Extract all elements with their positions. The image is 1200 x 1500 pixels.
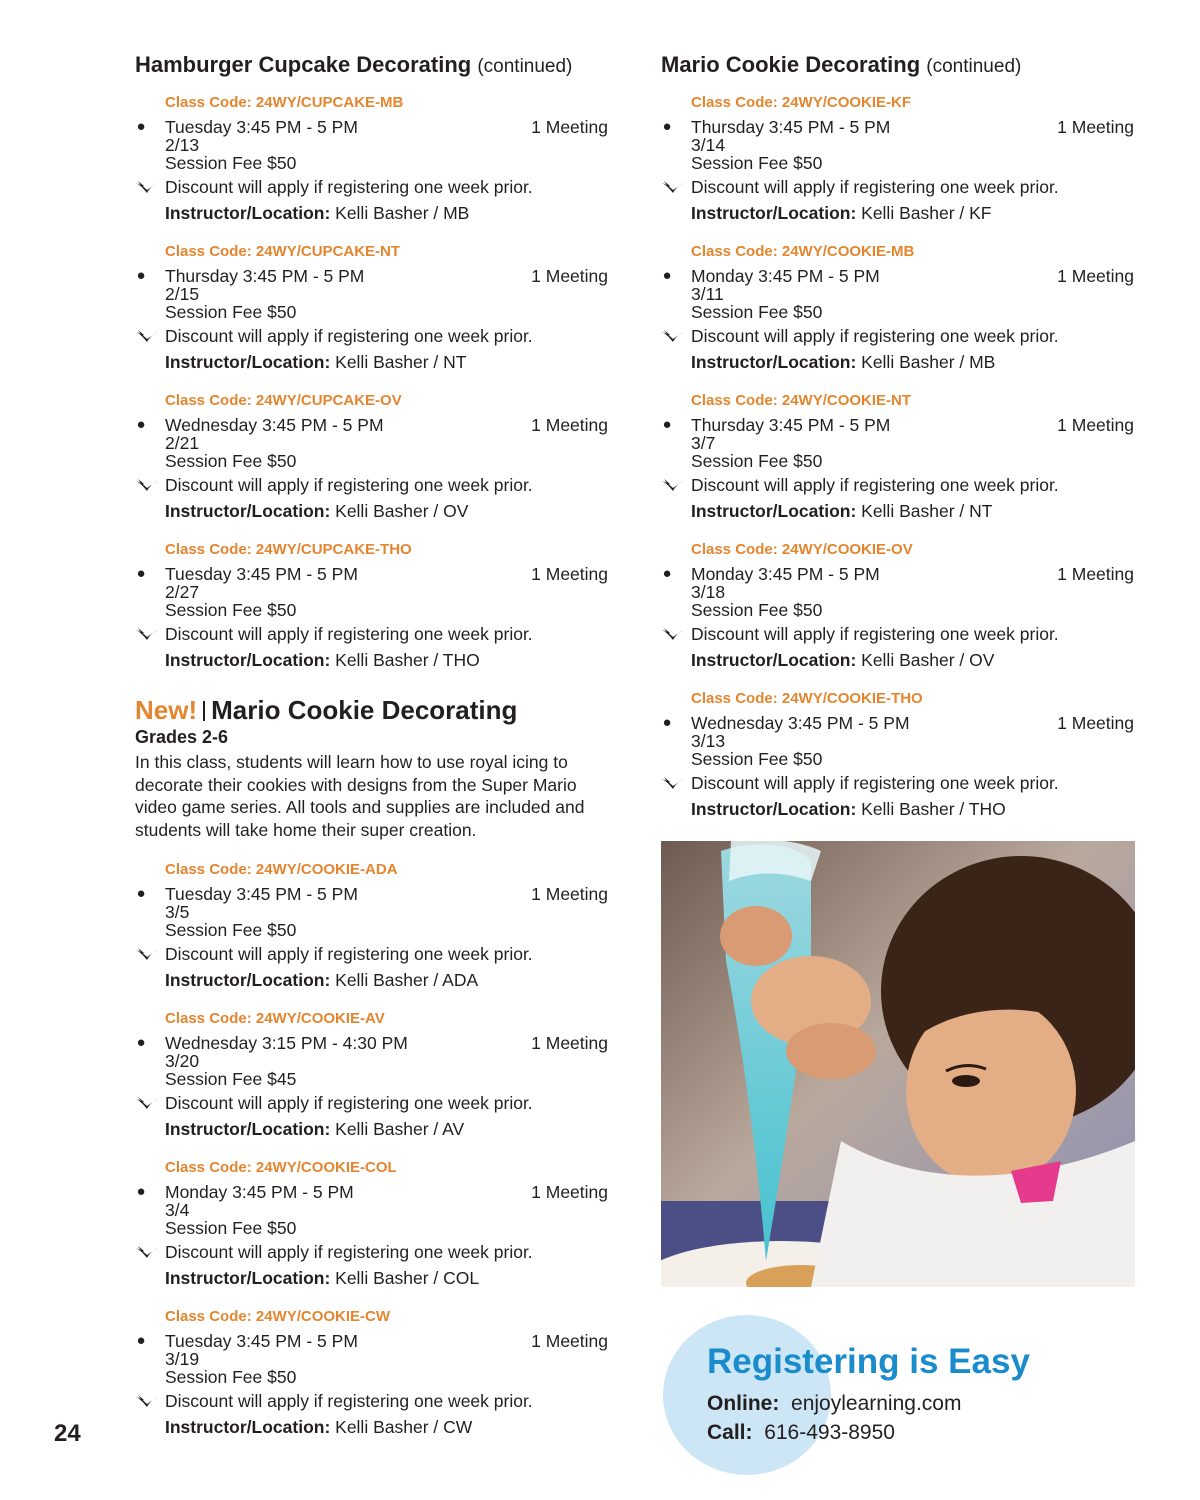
bullet-icon: ● — [136, 565, 146, 582]
discount-text: Discount will apply if registering one week prior. — [165, 1391, 533, 1411]
session-date: 3/7 — [691, 433, 716, 453]
heading-divider — [203, 701, 205, 721]
course-grades: Grades 2-6 — [135, 727, 229, 747]
registration-call — [707, 1421, 895, 1445]
meeting-count: 1 Meeting — [531, 1182, 608, 1202]
class-session — [135, 243, 615, 371]
class-code: Class Code: 24WY/COOKIE-THO — [691, 690, 923, 707]
class-code: Class Code: 24WY/CUPCAKE-THO — [165, 541, 412, 558]
new-tag: New! — [135, 695, 198, 725]
class-code: Class Code: 24WY/COOKIE-MB — [691, 243, 915, 260]
session-list — [661, 94, 1141, 818]
session-time: Tuesday 3:45 PM - 5 PM — [165, 884, 358, 904]
discount-swoosh-icon — [135, 1097, 159, 1111]
meeting-count: 1 Meeting — [531, 1033, 608, 1053]
bullet-icon: ● — [662, 267, 672, 284]
bullet-icon: ● — [136, 118, 146, 135]
bullet-icon: ● — [662, 565, 672, 582]
class-code: Class Code: 24WY/COOKIE-ADA — [165, 861, 398, 878]
heading-continued: (continued) — [926, 56, 1022, 77]
session-date: 3/5 — [165, 902, 190, 922]
session-list — [135, 861, 615, 1436]
session-time-row — [136, 1033, 615, 1053]
session-time: Wednesday 3:45 PM - 5 PM — [691, 713, 910, 733]
discount-text: Discount will apply if registering one week prior. — [165, 624, 533, 644]
session-time: Wednesday 3:45 PM - 5 PM — [165, 415, 384, 435]
session-fee: Session Fee $50 — [165, 153, 297, 173]
online-link[interactable]: enjoylearning.com — [791, 1392, 962, 1415]
section-heading — [661, 52, 1141, 78]
bullet-icon: ● — [662, 714, 672, 731]
session-date: 3/19 — [165, 1349, 200, 1369]
instructor-label: Instructor/Location: — [165, 650, 331, 670]
discount-swoosh-icon — [661, 181, 685, 195]
instructor-label: Instructor/Location: — [165, 203, 331, 223]
session-date: 3/20 — [165, 1051, 200, 1071]
instructor-value: Kelli Basher / COL — [330, 1268, 480, 1288]
instructor-value: Kelli Basher / MB — [856, 352, 996, 372]
instructor-value: Kelli Basher / KF — [856, 203, 992, 223]
class-code: Class Code: 24WY/COOKIE-AV — [165, 1010, 385, 1027]
session-time-row — [662, 415, 1141, 435]
registration-title: Registering is Easy — [707, 1342, 1030, 1381]
instructor-value: Kelli Basher / CW — [330, 1417, 473, 1437]
session-time: Thursday 3:45 PM - 5 PM — [165, 266, 365, 286]
instructor-label: Instructor/Location: — [165, 1268, 331, 1288]
session-time-row — [136, 1182, 615, 1202]
discount-text: Discount will apply if registering one week prior. — [691, 177, 1059, 197]
discount-swoosh-icon — [135, 1246, 159, 1260]
instructor-row — [165, 1418, 615, 1436]
class-code: Class Code: 24WY/CUPCAKE-OV — [165, 392, 402, 409]
photo-illustration — [661, 841, 1135, 1287]
class-code: Class Code: 24WY/COOKIE-COL — [165, 1159, 397, 1176]
session-time: Monday 3:45 PM - 5 PM — [691, 564, 880, 584]
session-fee: Session Fee $50 — [165, 451, 297, 471]
new-course-heading — [135, 695, 615, 725]
instructor-label: Instructor/Location: — [165, 501, 331, 521]
meeting-count: 1 Meeting — [531, 415, 608, 435]
discount-row — [165, 476, 615, 494]
class-session — [661, 392, 1141, 520]
discount-row — [691, 327, 1141, 345]
session-time: Wednesday 3:15 PM - 4:30 PM — [165, 1033, 408, 1053]
session-date: 3/14 — [691, 135, 726, 155]
bullet-icon: ● — [136, 885, 146, 902]
instructor-row — [691, 353, 1141, 371]
session-fee: Session Fee $50 — [691, 451, 823, 471]
instructor-label: Instructor/Location: — [165, 1119, 331, 1139]
class-session — [135, 541, 615, 669]
discount-text: Discount will apply if registering one week prior. — [165, 944, 533, 964]
instructor-row — [165, 651, 615, 669]
heading-continued: (continued) — [477, 56, 573, 77]
session-date: 2/15 — [165, 284, 200, 304]
session-fee: Session Fee $50 — [691, 153, 823, 173]
class-session — [135, 1010, 615, 1138]
class-code: Class Code: 24WY/COOKIE-CW — [165, 1308, 391, 1325]
class-session — [135, 94, 615, 222]
discount-row — [165, 1094, 615, 1112]
session-date: 3/13 — [691, 731, 726, 751]
instructor-value: Kelli Basher / NT — [330, 352, 467, 372]
class-code: Class Code: 24WY/COOKIE-OV — [691, 541, 913, 558]
discount-swoosh-icon — [135, 628, 159, 642]
discount-row — [691, 178, 1141, 196]
heading-title: Hamburger Cupcake Decorating — [135, 52, 472, 77]
session-date: 3/4 — [165, 1200, 190, 1220]
page-number: 24 — [54, 1420, 81, 1447]
instructor-label: Instructor/Location: — [165, 970, 331, 990]
discount-swoosh-icon — [135, 948, 159, 962]
bullet-icon: ● — [136, 267, 146, 284]
class-session — [661, 243, 1141, 371]
discount-row — [165, 1243, 615, 1261]
class-session — [135, 392, 615, 520]
course-title: Mario Cookie Decorating — [211, 695, 518, 725]
section-heading — [135, 52, 615, 78]
discount-row — [165, 1392, 615, 1410]
discount-text: Discount will apply if registering one week prior. — [165, 326, 533, 346]
discount-row — [165, 945, 615, 963]
online-label: Online: — [707, 1392, 780, 1415]
discount-swoosh-icon — [661, 628, 685, 642]
discount-text: Discount will apply if registering one week prior. — [691, 624, 1059, 644]
discount-swoosh-icon — [135, 181, 159, 195]
meeting-count: 1 Meeting — [1057, 713, 1134, 733]
session-fee: Session Fee $50 — [691, 749, 823, 769]
instructor-row — [165, 204, 615, 222]
discount-text: Discount will apply if registering one week prior. — [691, 773, 1059, 793]
session-time-row — [136, 1331, 615, 1351]
discount-row — [691, 625, 1141, 643]
session-time: Thursday 3:45 PM - 5 PM — [691, 117, 891, 137]
instructor-value: Kelli Basher / AV — [330, 1119, 465, 1139]
phone-number[interactable]: 616-493-8950 — [764, 1421, 895, 1444]
discount-swoosh-icon — [135, 479, 159, 493]
bullet-icon: ● — [662, 118, 672, 135]
session-time: Tuesday 3:45 PM - 5 PM — [165, 1331, 358, 1351]
discount-swoosh-icon — [661, 777, 685, 791]
session-fee: Session Fee $50 — [165, 1218, 297, 1238]
meeting-count: 1 Meeting — [531, 884, 608, 904]
discount-swoosh-icon — [135, 1395, 159, 1409]
class-session — [661, 541, 1141, 669]
class-code: Class Code: 24WY/COOKIE-NT — [691, 392, 912, 409]
session-fee: Session Fee $50 — [691, 302, 823, 322]
session-list — [135, 94, 615, 669]
discount-text: Discount will apply if registering one week prior. — [165, 1093, 533, 1113]
discount-row — [165, 327, 615, 345]
class-session — [135, 1159, 615, 1287]
session-time: Tuesday 3:45 PM - 5 PM — [165, 117, 358, 137]
instructor-row — [691, 204, 1141, 222]
session-date: 3/18 — [691, 582, 726, 602]
session-fee: Session Fee $50 — [165, 600, 297, 620]
session-time-row — [662, 564, 1141, 584]
class-session — [661, 94, 1141, 222]
instructor-row — [165, 353, 615, 371]
meeting-count: 1 Meeting — [1057, 415, 1134, 435]
session-time-row — [136, 266, 615, 286]
session-time-row — [136, 564, 615, 584]
session-fee: Session Fee $45 — [165, 1069, 297, 1089]
session-date: 2/27 — [165, 582, 200, 602]
instructor-value: Kelli Basher / THO — [856, 799, 1006, 819]
bullet-icon: ● — [136, 1034, 146, 1051]
instructor-label: Instructor/Location: — [165, 1417, 331, 1437]
instructor-row — [165, 1120, 615, 1138]
meeting-count: 1 Meeting — [1057, 564, 1134, 584]
class-session — [661, 690, 1141, 818]
instructor-label: Instructor/Location: — [691, 203, 857, 223]
bullet-icon: ● — [136, 1183, 146, 1200]
instructor-row — [691, 800, 1141, 818]
instructor-value: Kelli Basher / OV — [330, 501, 469, 521]
instructor-row — [691, 502, 1141, 520]
bullet-icon: ● — [662, 416, 672, 433]
meeting-count: 1 Meeting — [1057, 117, 1134, 137]
instructor-label: Instructor/Location: — [691, 799, 857, 819]
session-date: 2/21 — [165, 433, 200, 453]
course-description: In this class, students will learn how to use royal icing to decorate their cookies with designs from the Super Mario video game series. All tools and supplies are included and students will take home their super creation. — [135, 752, 585, 840]
session-time-row — [136, 415, 615, 435]
instructor-value: Kelli Basher / NT — [856, 501, 993, 521]
discount-row — [165, 625, 615, 643]
class-code: Class Code: 24WY/CUPCAKE-NT — [165, 243, 401, 260]
class-session — [135, 1308, 615, 1436]
discount-swoosh-icon — [661, 330, 685, 344]
discount-swoosh-icon — [135, 330, 159, 344]
meeting-count: 1 Meeting — [1057, 266, 1134, 286]
class-code: Class Code: 24WY/CUPCAKE-MB — [165, 94, 404, 111]
discount-text: Discount will apply if registering one week prior. — [165, 475, 533, 495]
session-time: Monday 3:45 PM - 5 PM — [691, 266, 880, 286]
instructor-row — [165, 502, 615, 520]
session-fee: Session Fee $50 — [165, 1367, 297, 1387]
instructor-label: Instructor/Location: — [691, 650, 857, 670]
session-date: 2/13 — [165, 135, 200, 155]
session-time: Thursday 3:45 PM - 5 PM — [691, 415, 891, 435]
discount-text: Discount will apply if registering one week prior. — [691, 326, 1059, 346]
right-column — [661, 52, 1141, 839]
instructor-row — [691, 651, 1141, 669]
meeting-count: 1 Meeting — [531, 1331, 608, 1351]
discount-row — [165, 178, 615, 196]
session-time: Tuesday 3:45 PM - 5 PM — [165, 564, 358, 584]
instructor-label: Instructor/Location: — [691, 352, 857, 372]
session-time-row — [662, 713, 1141, 733]
session-fee: Session Fee $50 — [165, 302, 297, 322]
left-column — [135, 52, 615, 1457]
meeting-count: 1 Meeting — [531, 266, 608, 286]
class-code: Class Code: 24WY/COOKIE-KF — [691, 94, 912, 111]
session-fee: Session Fee $50 — [165, 920, 297, 940]
photo-girl-piping-icing-icon — [661, 841, 1135, 1287]
session-date: 3/11 — [691, 284, 724, 304]
instructor-row — [165, 1269, 615, 1287]
instructor-label: Instructor/Location: — [691, 501, 857, 521]
discount-text: Discount will apply if registering one week prior. — [165, 1242, 533, 1262]
call-label: Call: — [707, 1421, 753, 1444]
session-time-row — [662, 266, 1141, 286]
bullet-icon: ● — [136, 1332, 146, 1349]
instructor-row — [165, 971, 615, 989]
class-session — [135, 861, 615, 989]
discount-text: Discount will apply if registering one week prior. — [691, 475, 1059, 495]
session-time: Monday 3:45 PM - 5 PM — [165, 1182, 354, 1202]
session-time-row — [662, 117, 1141, 137]
registration-online — [707, 1392, 961, 1416]
session-time-row — [136, 884, 615, 904]
session-time-row — [136, 117, 615, 137]
instructor-value: Kelli Basher / THO — [330, 650, 480, 670]
bullet-icon: ● — [136, 416, 146, 433]
discount-row — [691, 476, 1141, 494]
meeting-count: 1 Meeting — [531, 564, 608, 584]
session-fee: Session Fee $50 — [691, 600, 823, 620]
instructor-value: Kelli Basher / OV — [856, 650, 995, 670]
heading-title: Mario Cookie Decorating — [661, 52, 921, 77]
discount-text: Discount will apply if registering one week prior. — [165, 177, 533, 197]
instructor-value: Kelli Basher / ADA — [330, 970, 479, 990]
discount-swoosh-icon — [661, 479, 685, 493]
meeting-count: 1 Meeting — [531, 117, 608, 137]
discount-row — [691, 774, 1141, 792]
instructor-label: Instructor/Location: — [165, 352, 331, 372]
instructor-value: Kelli Basher / MB — [330, 203, 470, 223]
